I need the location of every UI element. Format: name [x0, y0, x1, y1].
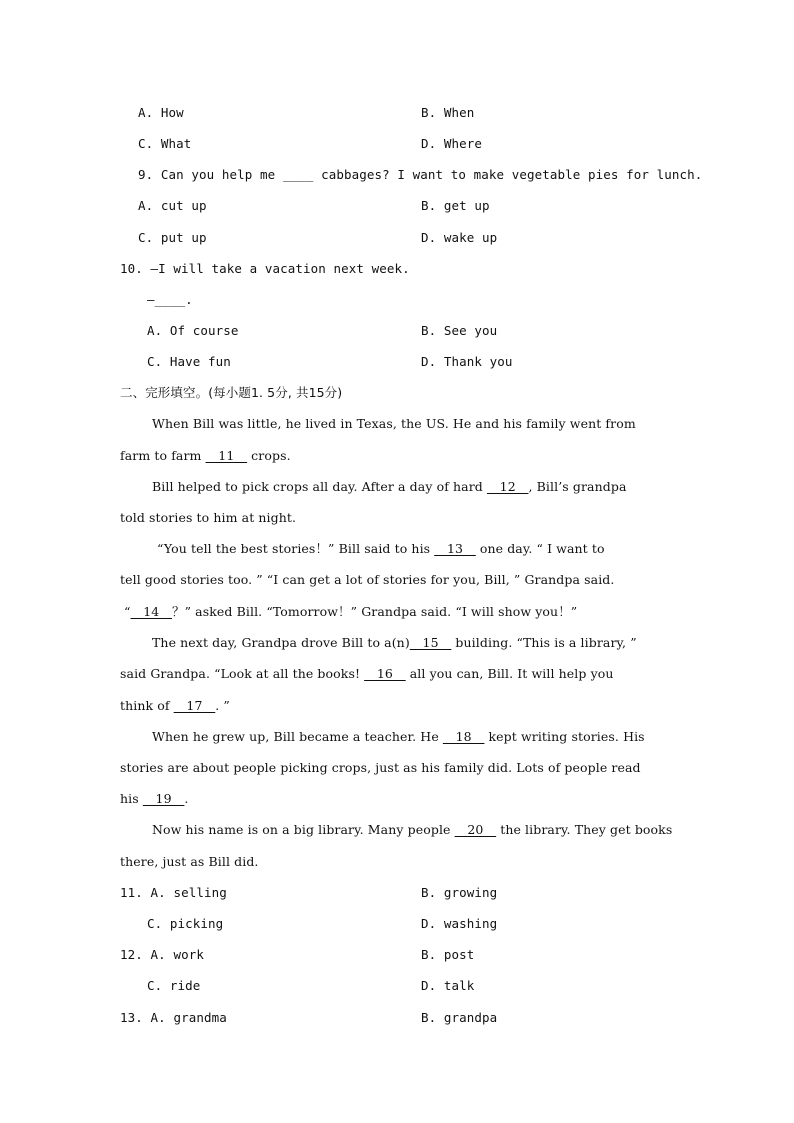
section-2-title: 二、完形填空。(每小题1. 5分, 共15分)	[120, 385, 343, 400]
passage-line: stories are about people picking crops, just as his family did. Lots of people read	[120, 760, 641, 775]
q13-option-a: 13. A. grandma	[120, 1010, 227, 1025]
q10-option-c: C. Have fun	[147, 354, 231, 369]
blank-19: __19__	[142, 791, 185, 806]
blank-17: __17__	[173, 698, 216, 713]
q11-option-c: C. picking	[147, 916, 224, 931]
q8-option-a: A. How	[138, 105, 184, 120]
q11-option-b: B. growing	[421, 885, 498, 900]
q9-option-a: A. cut up	[138, 198, 207, 213]
passage-line: When Bill was little, he lived in Texas, the US. He and his family went from	[152, 416, 636, 431]
passage-line: “You tell the best stories！” Bill said to his __13__ one day. “ I want to	[157, 541, 605, 556]
blank-12: __12__	[486, 479, 529, 494]
blank-18: __18__	[442, 729, 485, 744]
blank-11: __11__	[205, 448, 248, 463]
blank-20: __20__	[454, 822, 497, 837]
q9-stem: 9. Can you help me ____ cabbages? I want to make vegetable pies for lunch.	[138, 167, 703, 182]
passage-line: Bill helped to pick crops all day. After a day of hard __12__, Bill’s grandpa	[152, 479, 627, 494]
passage-line: farm to farm __11__ crops.	[120, 448, 291, 463]
q8-option-c: C. What	[138, 136, 192, 151]
passage-line: there, just as Bill did.	[120, 854, 259, 869]
q12-option-d: D. talk	[421, 978, 475, 993]
blank-13: __13__	[434, 541, 476, 556]
q10-option-d: D. Thank you	[421, 354, 513, 369]
blank-14: __14__	[130, 604, 173, 619]
passage-line: The next day, Grandpa drove Bill to a(n)__15__ building. “This is a library, ”	[152, 635, 637, 650]
q13-option-b: B. grandpa	[421, 1010, 498, 1025]
q10-stem: 10. —I will take a vacation next week.	[120, 261, 410, 276]
q9-option-c: C. put up	[138, 230, 207, 245]
passage-line: said Grandpa. “Look at all the books! __16__ all you can, Bill. It will help you	[120, 666, 614, 681]
q9-option-d: D. wake up	[421, 230, 498, 245]
passage-line: told stories to him at night.	[120, 510, 297, 525]
blank-16: __16__	[364, 666, 406, 681]
passage-line: tell good stories too. ” “I can get a lot of stories for you, Bill, ” Grandpa said.	[120, 572, 615, 587]
blank-15: __15__	[409, 635, 452, 650]
q12-option-a: 12. A. work	[120, 947, 204, 962]
passage-line: think of __17__. ”	[120, 698, 230, 713]
passage-line: his __19__.	[120, 791, 189, 806]
passage-line: Now his name is on a big library. Many people __20__ the library. They get books	[152, 822, 673, 837]
q12-option-b: B. post	[421, 947, 475, 962]
q10-option-a: A. Of course	[147, 323, 239, 338]
q11-option-a: 11. A. selling	[120, 885, 227, 900]
q8-option-d: D. Where	[421, 136, 483, 151]
q10-response: —____.	[147, 292, 193, 307]
passage-line: “__14__？” asked Bill. “Tomorrow！” Grandpa said. “I will show you！”	[124, 604, 578, 619]
q10-option-b: B. See you	[421, 323, 498, 338]
q8-option-b: B. When	[421, 105, 475, 120]
q9-option-b: B. get up	[421, 198, 490, 213]
q12-option-c: C. ride	[147, 978, 201, 993]
q11-option-d: D. washing	[421, 916, 498, 931]
passage-line: When he grew up, Bill became a teacher. He __18__ kept writing stories. His	[152, 729, 645, 744]
